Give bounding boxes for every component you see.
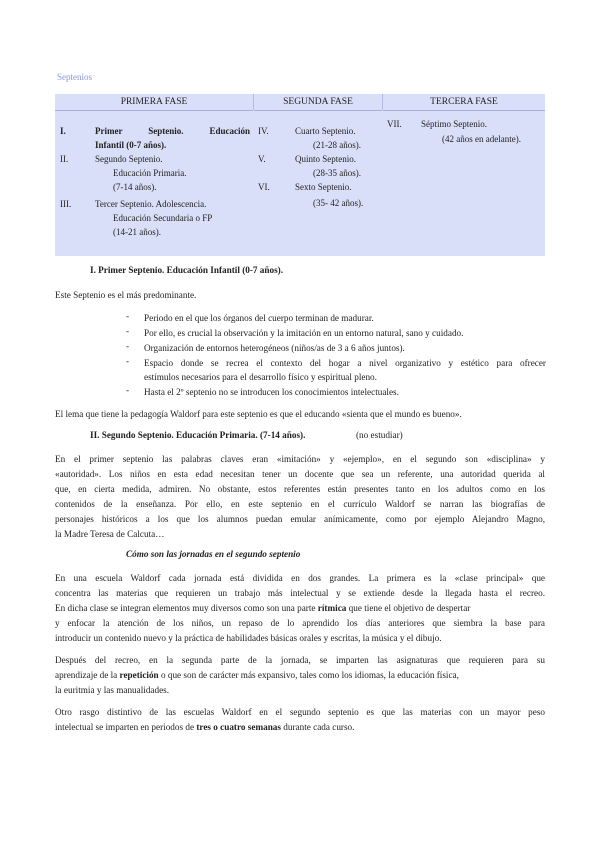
bullet-dash: - (126, 311, 130, 321)
list-item: Hasta el 2º septenio no se introducen los conocimientos intelectuales. (144, 387, 399, 397)
paragraph-line: personajes históricos a los que los alumnos puedan emular anímicamente, como por ejemplo Alejandro Magno, (55, 514, 545, 524)
table-cell-text: Educación Secundaria o FP (113, 213, 213, 223)
septenios-link[interactable]: Septenios (57, 72, 92, 82)
text-run: o que son de carácter más expansivo, tales como los idiomas, la educación física, (158, 670, 459, 680)
paragraph-line: concentra las materias que requieren un trabajo más intelectual y se extiende desde la llegada hasta el recreo. (55, 588, 545, 598)
section-heading-segundo-septenio: II. Segundo Septenio. Educación Primaria. (7-14 años). (90, 430, 306, 440)
table-cell-text: Séptimo Septenio. (421, 119, 487, 129)
roman-numeral: III. (60, 199, 72, 209)
paragraph-line: y enfocar la atención de los niños, un repaso de lo aprendido los días anteriores que siembra la base para (55, 618, 545, 628)
section-heading-primer-septenio: I. Primer Septenio. Educación Infantil (0-7 años). (90, 265, 284, 275)
table-cell-text: Primer Septenio. Educación (95, 126, 250, 136)
table-cell-text: Tercer Septenio. Adolescencia. (95, 199, 207, 209)
table-cell-text: (14-21 años). (113, 227, 161, 237)
table-header-phase-1: PRIMERA FASE (55, 95, 253, 111)
table-cell-text: Educación Primaria. (113, 168, 187, 178)
list-item: Por ello, es crucial la observación y la imitación en un entorno natural, sano y cuidado. (144, 328, 464, 338)
list-item-continuation: estímulos necesarios para el desarrollo físico y espiritual pleno. (144, 372, 377, 382)
table-header-phase-2: SEGUNDA FASE (254, 95, 382, 111)
paragraph-line: la euritmia y las manualidades. (55, 685, 170, 695)
table-cell-text: Quinto Septenio. (295, 154, 356, 164)
table-cell-text: (21-28 años). (313, 140, 361, 150)
bullet-dash: - (126, 385, 130, 395)
paragraph-line (55, 720, 545, 735)
paragraph-line: contenidos de la enseñanza. Por ello, en este septenio en el currículo Waldorf se narran las biografías de (55, 499, 545, 509)
roman-numeral: VI. (258, 182, 270, 192)
paragraph-line: Después del recreo, en la segunda parte de la jornada, se imparten las asignaturas que requieren para su (55, 655, 545, 665)
text-run: intelectual se imparten en periodos de (55, 722, 197, 732)
roman-numeral: II. (60, 154, 69, 164)
table-cell-text: (7-14 años). (113, 182, 157, 192)
table-header-phase-3: TERCERA FASE (383, 95, 545, 111)
bold-term: tres o cuatro semanas (196, 722, 281, 732)
lema-paragraph: El lema que tiene la pedagogía Waldorf para este septenio es que el educando «sienta que el mundo es bueno». (55, 409, 462, 419)
paragraph-line: Otro rasgo distintivo de las escuelas Waldorf en el segundo septenio es que las materias con un mayor peso (55, 707, 545, 717)
text-run: que tiene el objetivo de despertar (346, 603, 471, 613)
paragraph-line (55, 668, 545, 683)
text-run: aprendizaje de la (55, 670, 120, 680)
paragraph-line: En el primer septenio las palabras claves eran «imitación» y «ejemplo», en el segundo son «disciplina» y (55, 454, 545, 464)
table-cell-text: Sexto Septenio. (295, 182, 352, 192)
roman-numeral: V. (258, 154, 266, 164)
bullet-dash: - (126, 341, 130, 351)
section-intro: Este Septenio es el más predominante. (55, 290, 197, 300)
bullet-dash: - (126, 326, 130, 336)
paragraph-line: En una escuela Waldorf cada jornada está dividida en dos grandes. La primera es la «clase principal» que (55, 573, 545, 583)
paragraph-line: que, en cierta medida, admiren. No obstante, estos referentes están presentes tanto en los adultos como en los (55, 484, 545, 494)
bold-term: repetición (119, 670, 159, 680)
roman-numeral: I. (60, 126, 66, 136)
table-cell-text: Infantil (0-7 años). (95, 140, 167, 150)
table-cell-text: Cuarto Septenio. (295, 126, 356, 136)
text-run: durante cada curso. (280, 722, 355, 732)
text-run: En dicha clase se integran elementos muy diversos como son una parte (55, 603, 318, 613)
paragraph-line: «autoridad». Los niños en esta edad necesitan tener un docente que sea un referente, una autoridad querida al (55, 469, 545, 479)
roman-numeral: VII. (387, 119, 402, 129)
paragraph-line (55, 601, 545, 616)
table-cell-text: (42 años en adelante). (442, 134, 521, 144)
no-estudiar-note: (no estudiar) (356, 430, 403, 440)
roman-numeral: IV. (258, 126, 269, 136)
subsection-heading-jornadas: Cómo son las jornadas en el segundo septenio (126, 549, 301, 559)
table-cell-text: (28-35 años). (313, 168, 361, 178)
list-item: Organización de entornos heterogéneos (niños/as de 3 a 6 años juntos). (144, 343, 405, 353)
table-cell-text: (35- 42 años). (313, 198, 364, 208)
list-item: Periodo en el que los órganos del cuerpo terminan de madurar. (144, 313, 374, 323)
list-item: Espacio donde se recrea el contexto del hogar a nivel organizativo y estético para ofrecer (144, 358, 546, 368)
paragraph-line: introducir un contenido nuevo y la práctica de habilidades básicas orales y escritas, la música y el dibujo. (55, 633, 442, 643)
table-cell-text: Segundo Septenio. (95, 154, 163, 164)
bullet-dash: - (126, 356, 130, 366)
paragraph-line: la Madre Teresa de Calcuta… (55, 529, 165, 539)
bold-term: rítmica (317, 603, 347, 613)
